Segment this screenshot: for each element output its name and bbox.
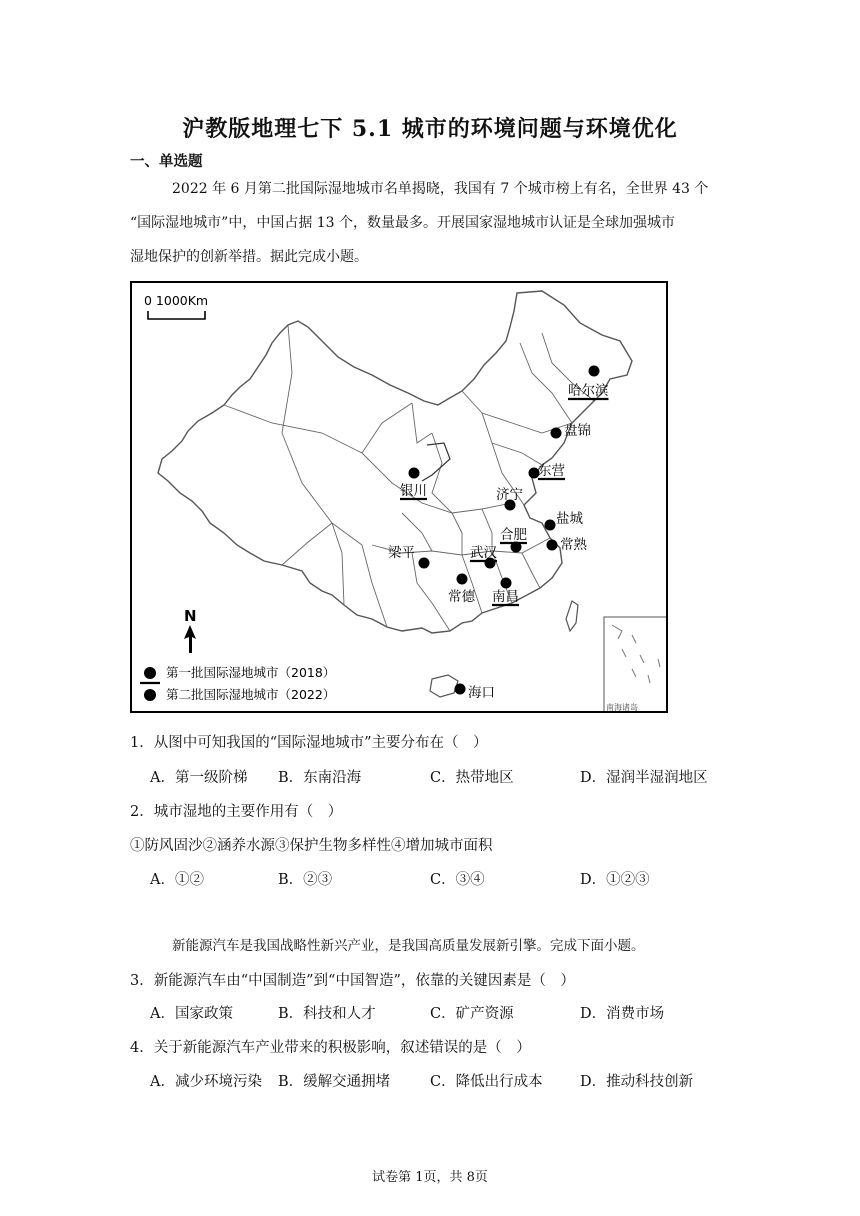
- city-dot: [551, 428, 562, 439]
- intro-paragraph-1: [130, 172, 730, 274]
- q1-option-a[interactable]: A．第一级阶梯: [150, 770, 248, 786]
- city-label: 南昌: [492, 589, 519, 605]
- city-label: 盐城: [556, 511, 583, 527]
- south-china-sea-inset: [604, 617, 668, 713]
- q3-option-c[interactable]: C．矿产资源: [430, 1006, 514, 1022]
- city-dot: [455, 684, 466, 695]
- scale-bar: [148, 311, 205, 319]
- q1-option-b[interactable]: B．东南沿海: [278, 770, 362, 786]
- yellow-river: [422, 443, 450, 481]
- city-dot: [545, 520, 556, 531]
- q3-option-a[interactable]: A．国家政策: [150, 1006, 233, 1022]
- q2-option-c[interactable]: C．③④: [430, 872, 485, 888]
- q2-option-a[interactable]: A．①②: [150, 872, 204, 888]
- question-4-stem: 4．关于新能源汽车产业带来的积极影响，叙述错误的是（ ）: [130, 1040, 531, 1056]
- city-dot: [457, 574, 468, 585]
- city-label: 合肥: [500, 527, 527, 543]
- page-title: 沪教版地理七下 5.1 城市的环境问题与环境优化: [182, 116, 678, 142]
- city-dot: [547, 540, 558, 551]
- legend-second-batch: 第二批国际湿地城市（2022）: [166, 687, 336, 702]
- hainan-island: [430, 675, 458, 697]
- north-arrow-label: N: [184, 607, 197, 625]
- legend-dot-first: [144, 667, 156, 679]
- city-label: 哈尔滨: [568, 383, 609, 399]
- city-label: 武汉: [470, 545, 497, 561]
- question-1-stem: 1．从图中可知我国的“国际湿地城市”主要分布在（ ）: [130, 735, 488, 751]
- city-label: 海口: [468, 685, 495, 701]
- legend: [140, 665, 335, 702]
- city-dot: [419, 558, 430, 569]
- taiwan-island: [566, 601, 578, 631]
- q1-option-d[interactable]: D．湿润半湿润地区: [580, 770, 708, 786]
- city-layer: [388, 366, 609, 702]
- q2-option-b[interactable]: B．②③: [278, 872, 333, 888]
- city-label: 常德: [448, 589, 475, 605]
- inset-label: 南海诸岛: [606, 703, 638, 712]
- q2-option-d[interactable]: D．①②③: [580, 872, 650, 888]
- north-arrow-icon: [184, 625, 196, 653]
- legend-first-batch: 第一批国际湿地城市（2018）: [166, 665, 336, 680]
- question-2-statements: ①防风固沙②涵养水源③保护生物多样性④增加城市面积: [130, 838, 493, 854]
- city-dot: [409, 468, 420, 479]
- city-label: 东营: [538, 463, 565, 479]
- city-label: 常熟: [560, 537, 587, 553]
- intro-paragraph-2: 新能源汽车是我国战略性新兴产业，是我国高质量发展新引擎。完成下面小题。: [172, 938, 645, 954]
- section-heading: 一、单选题: [130, 154, 203, 170]
- q1-option-c[interactable]: C．热带地区: [430, 770, 514, 786]
- map-svg: [132, 283, 668, 713]
- scale-label: 0 1000Km: [144, 293, 209, 308]
- intro-line: 2022 年 6 月第二批国际湿地城市名单揭晓，我国有 7 个城市榜上有名，全世界 43 个: [172, 181, 709, 197]
- city-label: 济宁: [496, 487, 523, 503]
- china-outline: [158, 291, 632, 633]
- city-label: 银川: [400, 483, 427, 499]
- q4-option-b[interactable]: B．缓解交通拥堵: [278, 1074, 391, 1090]
- intro-line: “国际湿地城市”中，中国占据 13 个，数量最多。开展国家湿地城市认证是全球加强城市: [130, 215, 676, 231]
- q3-option-d[interactable]: D．消费市场: [580, 1006, 665, 1022]
- page-footer: 试卷第 1页，共 8页: [372, 1170, 488, 1185]
- q3-option-b[interactable]: B．科技和人才: [278, 1006, 376, 1022]
- city-dot: [501, 578, 512, 589]
- city-dot: [589, 366, 600, 377]
- question-3-stem: 3．新能源汽车由“中国制造”到“中国智造”，依靠的关键因素是（ ）: [130, 973, 575, 989]
- city-label: 梁平: [388, 545, 415, 561]
- intro-line: 湿地保护的创新举措。据此完成小题。: [130, 249, 368, 265]
- q4-option-c[interactable]: C．降低出行成本: [430, 1074, 543, 1090]
- city-label: 盘锦: [564, 423, 591, 439]
- question-2-stem: 2．城市湿地的主要作用有（ ）: [130, 804, 343, 820]
- legend-dot-second: [144, 689, 156, 701]
- q4-option-d[interactable]: D．推动科技创新: [580, 1074, 694, 1090]
- q4-option-a[interactable]: A．减少环境污染: [150, 1074, 262, 1090]
- wetland-cities-map: [130, 281, 668, 713]
